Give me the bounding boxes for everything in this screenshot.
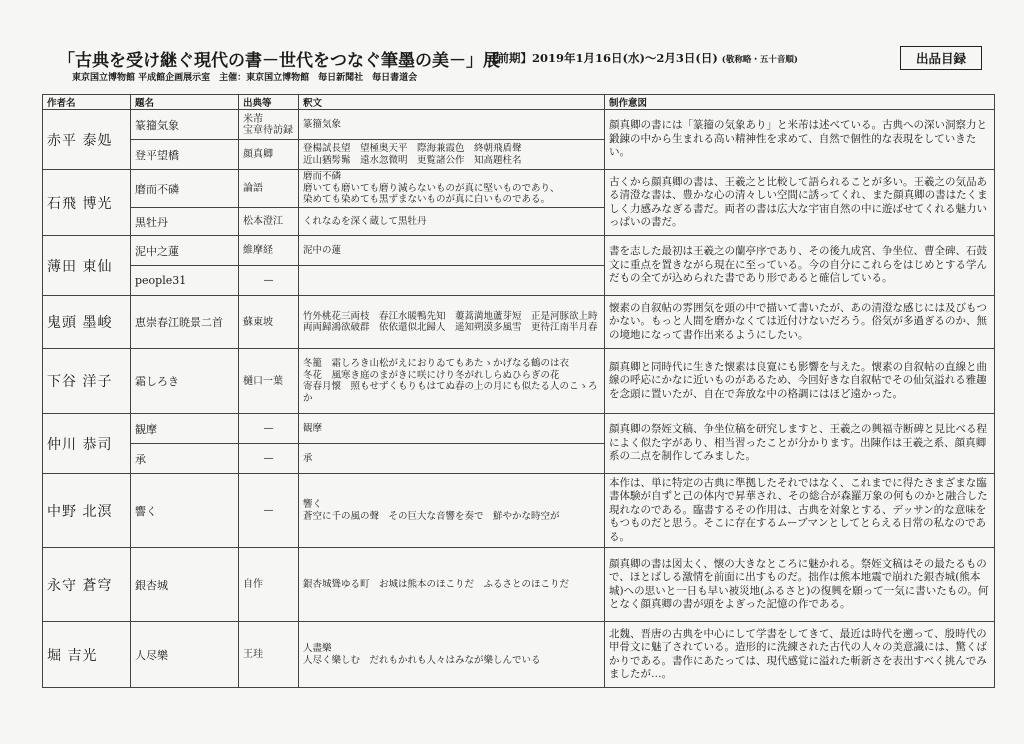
catalog-table (42, 94, 995, 688)
artist-intent: 古くから顔真卿の書は、王羲之と比較して語られることが多い。王羲之の気品ある清澄な書は、豊かな心の清々しい空間に誘ってくれ、また顔真卿の書はたくましく力感みなぎる書だ。両者の書は広大な宇宙自然の中に遊ばせてくれる魅力いっぱいの書だ。 (605, 170, 995, 236)
work-source: — (239, 474, 299, 548)
author-name: 薄田 東仙 (43, 236, 131, 296)
author-name: 仲川 恭司 (43, 414, 131, 474)
table-row (43, 474, 995, 548)
work-title: 恵崇春江暁景二首 (131, 296, 239, 349)
catalog-label-box: 出品目録 (900, 46, 982, 70)
author-name: 赤平 泰処 (43, 110, 131, 170)
artist-intent: 書を志した最初は王羲之の蘭亭序であり、その後九成宮、争坐位、曹全碑、石鼓文に重点を置きながら現在に至っている。今の自分にこれらをはじめとする学んだもの全てが込められた書であり形であると確信している。 (605, 236, 995, 296)
col-transcription: 釈文 (299, 95, 605, 110)
work-source: — (239, 414, 299, 444)
work-source: — (239, 266, 299, 296)
work-transcription: 観摩 (299, 414, 605, 444)
author-name: 下谷 洋子 (43, 349, 131, 414)
table-row (43, 236, 995, 266)
table-row (43, 414, 995, 444)
work-transcription: 篆籀気象 (299, 110, 605, 140)
work-title: 承 (131, 444, 239, 474)
work-title: 登平望橋 (131, 140, 239, 170)
source-line: 米芾 宝章待訪録 (243, 113, 293, 136)
work-transcription: 登楊試長望 望極奥天平 際海兼霞色 終朝飛盾聲 近山猶髣髴 遠水忽微明 更覧諸公作 知高題柱名 (299, 140, 605, 170)
work-title: 泥中之蓮 (131, 236, 239, 266)
author-name: 石飛 博光 (43, 170, 131, 236)
author-name: 鬼頭 墨峻 (43, 296, 131, 349)
work-title: people31 (131, 266, 239, 296)
work-transcription: 人盡樂 人尽く樂しむ だれもかれも人々はみなが樂しんでいる (299, 622, 605, 688)
author-name: 堀 吉光 (43, 622, 131, 688)
work-source (239, 110, 299, 140)
artist-intent: 懐素の自叙帖の雰囲気を頭の中で描いて書いたが、あの清澄な感じには及びもつかない。もっと人間を磨かなくては近付けないだろう。俗気が多過ぎるのか、無の境地になって書作出来るようにしたい。 (605, 296, 995, 349)
work-source: 維摩経 (239, 236, 299, 266)
artist-intent: 北魏、晋唐の古典を中心にして学書をしてきて、最近は時代を遡って、殷時代の甲骨文に魅了されている。造形的に洗練された古代の人々の美意識には、驚くばかりである。書作にあたっては、現代感覚に溢れた斬新さを表出すべく挑んでみましたが…。 (605, 622, 995, 688)
table-row (43, 296, 995, 349)
work-source: 顔真卿 (239, 140, 299, 170)
work-source: 論語 (239, 170, 299, 208)
work-transcription: くれなゐを深く蔵して黒牡丹 (299, 208, 605, 236)
work-source: 自作 (239, 548, 299, 622)
col-author: 作者名 (43, 95, 131, 110)
work-title: 霜しろき (131, 349, 239, 414)
exhibition-period (486, 50, 798, 66)
table-row (43, 170, 995, 208)
work-transcription: 竹外桃花三両枝 春江水暖鴨先知 蔞蒿満地蘆芽短 正是河豚欲上時 両両歸鴻欲破群 依依還似北歸人 遥知朔漠多風雪 更待江南半月春 (299, 296, 605, 349)
col-work: 題名 (131, 95, 239, 110)
period-text: 【前期】2019年1月16日(水)～2月3日(日) (486, 51, 718, 65)
work-transcription: 響く 蒼空に千の風の聲 その巨大な音響を奏で 鮮やかな時空が (299, 474, 605, 548)
author-name: 永守 蒼穹 (43, 548, 131, 622)
col-source: 出典等 (239, 95, 299, 110)
artist-intent: 顔真卿と同時代に生きた懐素は良寛にも影響を与えた。懐素の自叙帖の直線と曲線の呼応にかなに近いものがあるため、今回好きな自叙帖でその仙気溢れる雅趣を念頭に置いたが、自在で奔放な中の格調にはほど遠かった。 (605, 349, 995, 414)
work-transcription: 承 (299, 444, 605, 474)
table-row (43, 548, 995, 622)
work-title: 磨而不磷 (131, 170, 239, 208)
artist-intent: 顔真卿の祭姪文稿、争坐位稿を研究しますと、王羲之の興福寺断碑と見比べる程によく似た字があり、相当習ったことが分かります。出陳作は王羲之系、顔真卿系の二点を制作してみました。 (605, 414, 995, 474)
exhibition-title: 「古典を受け継ぐ現代の書－世代をつなぐ筆墨の美－」展 (58, 51, 500, 71)
work-title: 篆籀気象 (131, 110, 239, 140)
work-transcription: 磨而不磷 磨いても磨いても磨り減らないものが真に堅いものであり、 染めても染めても黒ずまないものが真に白いものである。 (299, 170, 605, 208)
work-source: — (239, 444, 299, 474)
organizer-line: 東京国立博物館 平成館企画展示室 主催：東京国立博物館 毎日新聞社 毎日書道会 (72, 73, 418, 83)
header-row (43, 95, 995, 110)
work-source: 王珪 (239, 622, 299, 688)
order-note: (敬称略・五十音順) (721, 55, 798, 65)
table-row (43, 110, 995, 140)
work-title: 銀杏城 (131, 548, 239, 622)
artist-intent: 顔真卿の書は図太く、懐の大きなところに魅かれる。祭姪文稿はその最たるもので、ほとばしる激情を前面に出すものだ。拙作は熊本地震で崩れた銀杏城(熊本城)への思いと一日も早い被災地(ふるさと)の復興を願って一気に書いたもの。何となく顔真卿の書が頭をよぎった記憶の作である。 (605, 548, 995, 622)
table-row (43, 349, 995, 414)
author-name: 中野 北溟 (43, 474, 131, 548)
artist-intent: 本作は、単に特定の古典に準拠したそれではなく、これまでに得たさまざまな臨書体験が自ずと己の体内で昇華され、その総合が森羅万象の何ものかと融合した現れなのである。臨書するその作用は、古典を対象とする、デッサン的な意味をもつものだと思う。そこに存在するムーブマンとしてとらえる日常の私なのである。 (605, 474, 995, 548)
work-source: 樋口一葉 (239, 349, 299, 414)
col-intent: 制作意図 (605, 95, 995, 110)
table-row (43, 622, 995, 688)
work-title: 人尽樂 (131, 622, 239, 688)
work-source: 松本澄江 (239, 208, 299, 236)
work-transcription: 銀杏城聳ゆる町 お城は熊本のほこりだ ふるさとのほこりだ (299, 548, 605, 622)
work-title: 黒牡丹 (131, 208, 239, 236)
work-transcription: 冬籠 霜しろき山松がえにおりゐてもあたゝかげなる鶴のは衣 冬花 風寒き庭のまがきに咲にけり冬がれしらぬひらぎの花 寄春月懐 照もせずくもりもはてぬ春の上の月にも似たる人のこゝろか (299, 349, 605, 414)
work-transcription (299, 266, 605, 296)
work-title: 観摩 (131, 414, 239, 444)
work-transcription: 泥中の蓮 (299, 236, 605, 266)
work-title: 響く (131, 474, 239, 548)
work-source: 蘇東坡 (239, 296, 299, 349)
artist-intent: 顔真卿の書には「篆籀の気象あり」と米芾は述べている。古典への深い洞察力と鍛錬の中から生まれる高い精神性を求めて、自然で個性的な表現をしていきたい。 (605, 110, 995, 170)
